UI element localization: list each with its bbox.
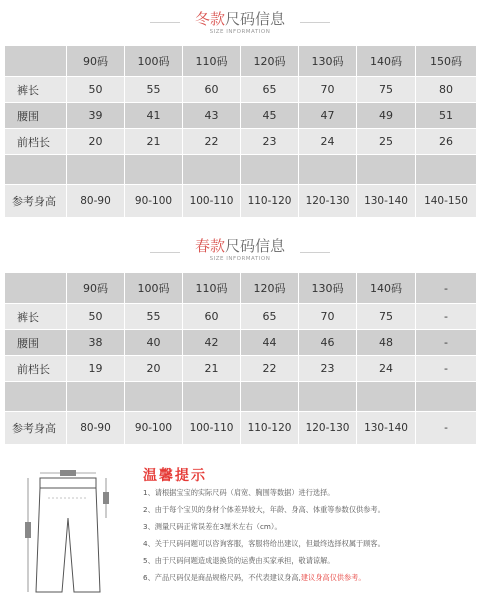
spring-size-table [4,273,477,445]
table-cell: 80-90 [67,412,125,445]
table-cell: 80-90 [67,185,125,218]
note-6-red-text: 建议身高仅供参考。 [300,573,366,582]
row-label: 腰围 [5,330,67,356]
table-cell: 22 [241,356,299,382]
table-cell: 75 [357,77,416,103]
table-cell: 140-150 [416,185,477,218]
table-cell: 55 [125,77,183,103]
table-cell: 65 [241,304,299,330]
winter-title [0,11,480,36]
size-header: 140码 [357,273,416,304]
note-item-6 [143,573,366,583]
table-cell: 70 [299,304,357,330]
row-label: 裤长 [5,77,67,103]
blank-cell [67,155,125,185]
note-item-5: 5、由于尺码问题造成退换货的运费由买家承担，敬请谅解。 [143,556,335,565]
spring-subtitle: SIZE INFORMATION [209,256,271,262]
row-label: 腰围 [5,103,67,129]
table-cell: 65 [241,77,299,103]
table-cell: 60 [183,77,241,103]
table-cell: 38 [67,330,125,356]
table-cell: 43 [183,103,241,129]
blank-cell [183,382,241,412]
blank-cell [299,382,357,412]
table-cell: 24 [299,129,357,155]
notes-title: 温馨提示 [143,468,207,484]
table-cell: 100-110 [183,185,241,218]
spring-title-rest: 尺码信息 [225,237,286,255]
table-cell: 22 [183,129,241,155]
table-cell: 42 [183,330,241,356]
winter-title-accent: 冬款 [194,10,225,28]
table-cell: 49 [357,103,416,129]
table-cell: 19 [67,356,125,382]
blank-cell [416,155,477,185]
table-cell: 46 [299,330,357,356]
size-header: 90码 [67,273,125,304]
note-item-1: 1、请根据宝宝的实际尺码（肩宽、胸围等数据）进行选择。 [143,488,335,497]
table-cell: 21 [125,129,183,155]
blank-cell [183,155,241,185]
blank-cell [299,155,357,185]
blank-cell [241,155,299,185]
blank-cell [416,382,477,412]
table-cell: 70 [299,77,357,103]
table-cell: 120-130 [299,185,357,218]
table-cell: 47 [299,103,357,129]
table-cell: 23 [241,129,299,155]
table-cell: 130-140 [357,412,416,445]
table-cell: 75 [357,304,416,330]
table-cell: 90-100 [125,412,183,445]
blank-cell [241,382,299,412]
size-header: 100码 [125,46,183,77]
note-item-2: 2、由于每个宝贝的身材个体差异较大，年龄、身高、体重等参数仅供参考。 [143,505,385,514]
winter-size-table [4,46,477,218]
size-header: 150码 [416,46,477,77]
size-header: 110码 [183,273,241,304]
table-cell: 20 [67,129,125,155]
size-header: 120码 [241,273,299,304]
row-label: 前档长 [5,129,67,155]
note-6-text: 6、产品尺码仅是商品规格尺码，不代表建议身高, [143,573,301,582]
table-cell: 110-120 [241,412,299,445]
table-cell: 44 [241,330,299,356]
row-label: 前档长 [5,356,67,382]
blank-cell [357,382,416,412]
table-cell: 80 [416,77,477,103]
table-cell: 26 [416,129,477,155]
table-cell: 110-120 [241,185,299,218]
size-header: 130码 [299,46,357,77]
note-item-3: 3、测量尺码正常误差在3厘米左右（cm）。 [143,522,282,531]
blank-cell [5,382,67,412]
table-cell: 55 [125,304,183,330]
table-cell: 120-130 [299,412,357,445]
size-header: 130码 [299,273,357,304]
table-cell: 130-140 [357,185,416,218]
size-header: 120码 [241,46,299,77]
note-item-4: 4、关于尺码问题可以咨询客服，客服将给出建议，但最终选择权属于顾客。 [143,539,385,548]
table-cell: 60 [183,304,241,330]
table-cell: 51 [416,103,477,129]
table-cell: 50 [67,304,125,330]
table-cell: 20 [125,356,183,382]
spring-title-accent: 春款 [194,237,225,255]
row-label: 参考身高 [5,185,67,218]
table-cell: 90-100 [125,185,183,218]
size-header: 90码 [67,46,125,77]
table-cell: 39 [67,103,125,129]
blank-cell [67,382,125,412]
row-label: 参考身高 [5,412,67,445]
table-cell: - [416,356,477,382]
size-header: - [416,273,477,304]
table-cell: 23 [299,356,357,382]
table-cell: 24 [357,356,416,382]
winter-subtitle: SIZE INFORMATION [209,29,271,35]
blank-cell [5,155,67,185]
table-cell: 100-110 [183,412,241,445]
spring-title [0,238,480,263]
table-cell: 21 [183,356,241,382]
table-cell: 50 [67,77,125,103]
size-header: 110码 [183,46,241,77]
blank-cell [125,382,183,412]
table-cell: 48 [357,330,416,356]
table-cell: - [416,330,477,356]
table-cell: 25 [357,129,416,155]
table-corner [5,273,67,304]
size-header: 100码 [125,273,183,304]
table-cell: 40 [125,330,183,356]
row-label: 裤长 [5,304,67,330]
table-cell: 45 [241,103,299,129]
blank-cell [125,155,183,185]
table-cell: 41 [125,103,183,129]
size-header: 140码 [357,46,416,77]
winter-title-rest: 尺码信息 [225,10,286,28]
table-cell: - [416,412,477,445]
table-corner [5,46,67,77]
table-cell: - [416,304,477,330]
pants-measurement-diagram [18,470,118,598]
blank-cell [357,155,416,185]
